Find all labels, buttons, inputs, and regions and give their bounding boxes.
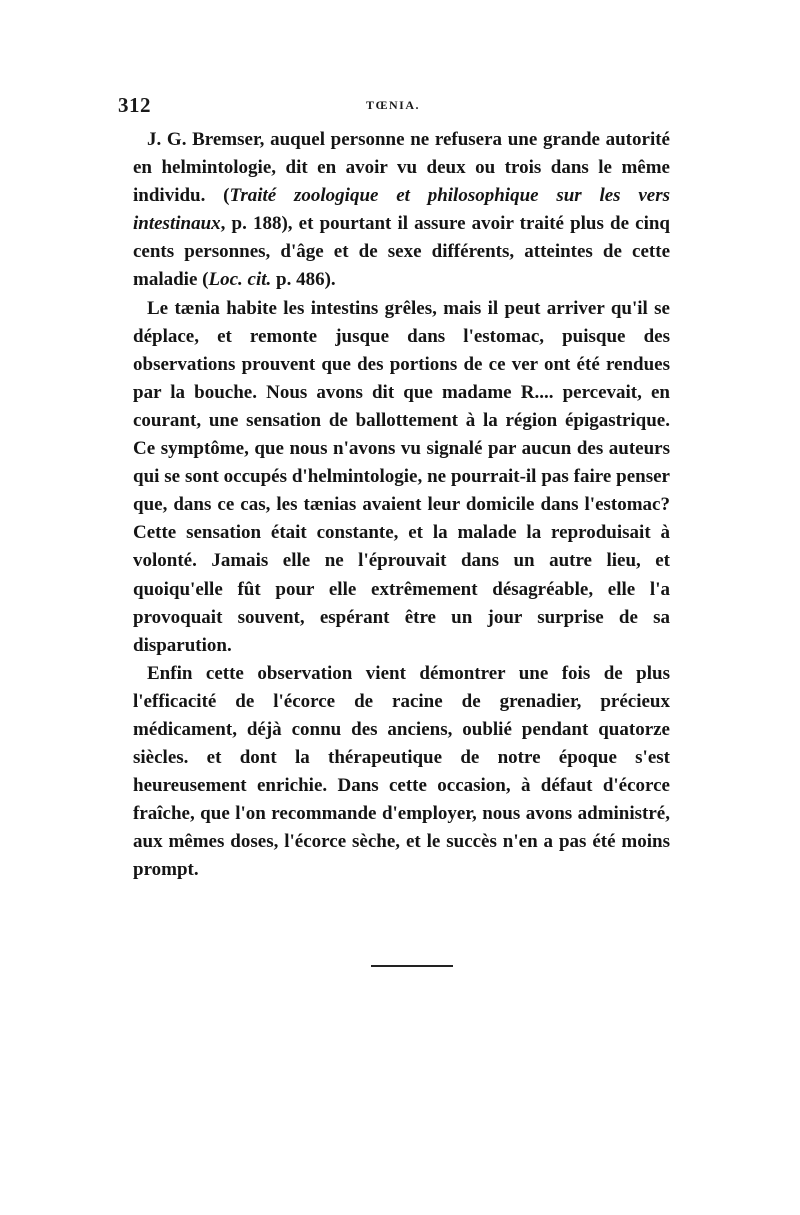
paragraph-conclusion: Enfin cette observation vient démontrer une fois de plus l'efficacité de l'écorce de racine de grenadier, précieux médicament, déjà connu des anciens, oublié pendant quatorze siècles. et dont la thérapeutique de notre époque s'est heureusement enrichie. Dans cette occasion, à défaut d'écorce fraîche, que l'on recommande d'employer, nous avons administré, aux mêmes doses, l'écorce sèche, et le succès n'en a pas été moins prompt. [133, 662, 670, 881]
paragraph-1-text: J. G. Bremser, auquel personne ne refusera une grande autorité en helmintologie, dit en avoir vu deux ou trois dans le même individu. ( [133, 129, 670, 207]
page-number: 312 [118, 93, 151, 117]
paragraph-1-text-middle: , p. 188), et pourtant il assure avoir traité plus de cinq cents personnes, d'âge et de sexe différents, atteintes de cette maladie ( [133, 213, 670, 291]
page-header [118, 93, 670, 119]
paragraph-bremser [133, 126, 670, 295]
section-divider [371, 965, 453, 967]
body-text [133, 126, 670, 885]
loc-cit: Loc. cit. [208, 269, 272, 291]
cited-work-title: Traité zoologique et philosophique sur les vers intestinaux [133, 185, 670, 235]
paragraph-1-text-end: p. 486). [271, 269, 336, 291]
running-title: TŒNIA. [366, 98, 421, 112]
paragraph-taenia-location: Le tænia habite les intestins grêles, mais il peut arriver qu'il se déplace, et remonte jusque dans l'estomac, puisque des observations prouvent que des portions de ce ver ont été rendues par la bouche. Nous avons dit que madame R.... percevait, en courant, une sensation de ballottement à la région épigastrique. Ce symptôme, que nous n'avons vu signalé par aucun des auteurs qui se sont occupés d'helmintologie, ne pourrait-il pas faire penser que, dans ce cas, les tænias avaient leur domicile dans l'estomac? Cette sensation était constante, et la malade la reproduisait à volonté. Jamais elle ne l'éprouvait dans un autre lieu, et quoiqu'elle fût pour elle extrêmement désagréable, elle l'a provoquait souvent, espérant être un jour surprise de sa disparution. [133, 297, 670, 656]
